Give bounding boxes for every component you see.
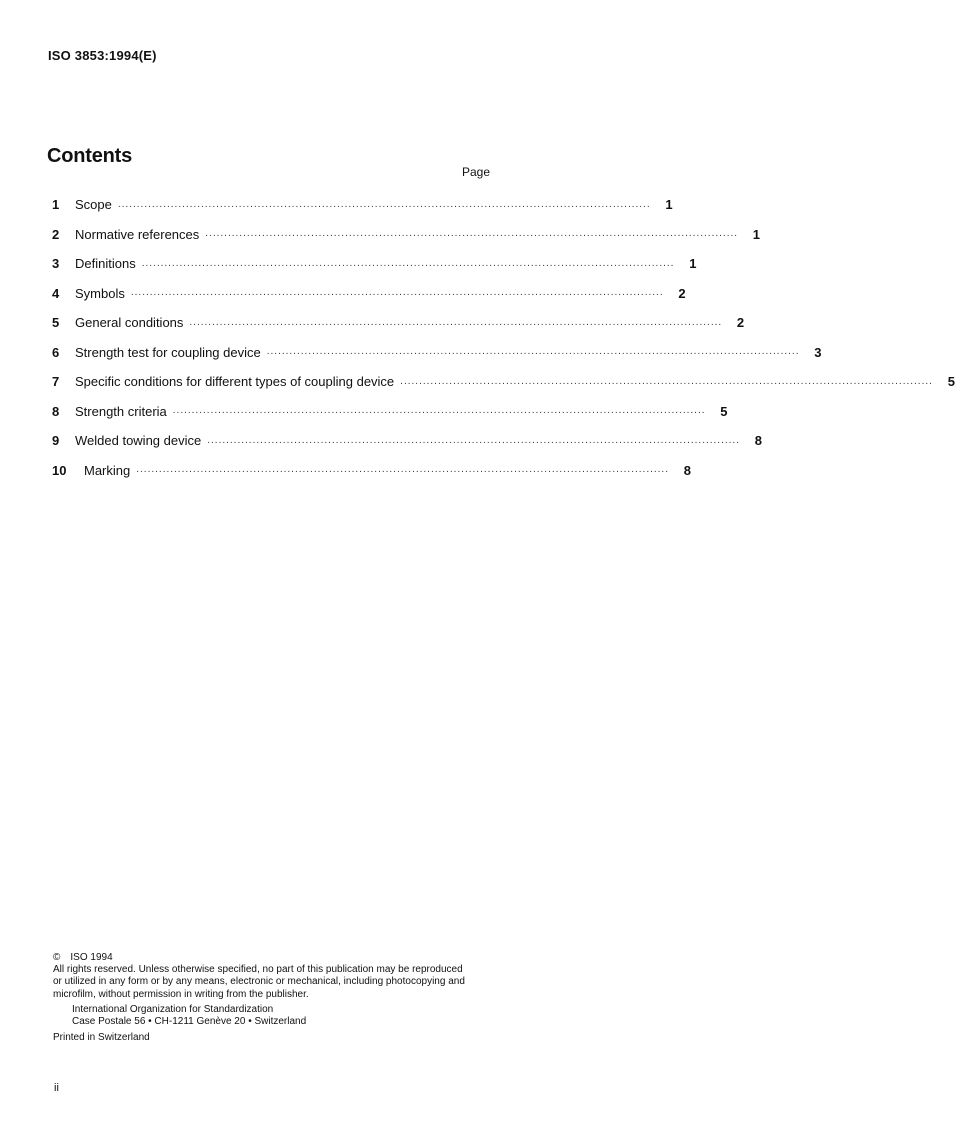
toc-leader-dots: ............................................................................................................................................. [189,316,723,328]
toc-entry-number: 3 [52,256,60,272]
toc-entry-number: 5 [52,315,60,331]
toc-entry-page: 1 [689,256,697,272]
toc-leader-dots: ............................................................................................................................................. [130,287,664,299]
toc-leader-dots: ............................................................................................................................................. [172,405,706,417]
organization-name: International Organization for Standardization [72,1004,274,1015]
toc-entry-normative-references[interactable] [52,220,761,250]
toc-entry-title: Symbols [75,285,125,301]
toc-entry-page: 3 [814,344,822,360]
copyright-notice [53,952,503,1001]
contents-heading: Contents [47,145,133,167]
toc-entry-title: Definitions [75,256,136,272]
rights-text-line: All rights reserved. Unless otherwise specified, no part of this publication may be reproduced [53,964,463,976]
rights-text-line: or utilized in any form or by any means, electronic or mechanical, including photocopying and [53,976,465,988]
toc-entry-title: Welded towing device [75,433,202,449]
toc-entry-number: 6 [52,344,60,360]
copyright-symbol: © [53,952,61,963]
toc-entry-title: Scope [75,197,112,213]
table-of-contents [52,190,955,485]
toc-entry-title: Strength criteria [75,403,167,419]
toc-entry-title: Strength test for coupling device [75,344,261,360]
toc-entry-page: 8 [754,433,762,449]
toc-leader-dots: ............................................................................................................................................. [400,375,933,387]
toc-entry-title: Normative references [75,226,200,242]
toc-entry-general-conditions[interactable] [52,308,745,338]
toc-entry-page: 1 [752,226,761,242]
toc-entry-scope[interactable] [52,190,673,220]
toc-entry-strength-test[interactable] [52,338,822,368]
toc-entry-number: 4 [52,285,60,301]
toc-entry-number: 8 [52,403,60,419]
publisher-address [72,1004,306,1028]
page-number: ii [54,1082,59,1094]
toc-entry-symbols[interactable] [52,279,686,309]
toc-entry-marking[interactable] [52,456,691,486]
page-column-label: Page [462,165,491,179]
toc-leader-dots: ............................................................................................................................................. [117,198,651,210]
toc-entry-page: 8 [683,462,691,478]
toc-entry-title: General conditions [75,315,184,331]
toc-leader-dots: ............................................................................................................................................. [266,346,800,358]
printed-in-note: Printed in Switzerland [53,1032,150,1043]
toc-entry-number: 1 [52,197,60,213]
toc-entry-specific-conditions[interactable] [52,367,955,397]
toc-leader-dots: ............................................................................................................................................. [205,228,739,240]
toc-entry-definitions[interactable] [52,249,697,279]
toc-entry-page: 1 [665,197,673,213]
toc-entry-page: 5 [720,403,728,419]
document-identifier: ISO 3853:1994(E) [48,48,157,63]
rights-text-line: microfilm, without permission in writing from the publisher. [53,988,309,1000]
toc-leader-dots: ............................................................................................................................................. [207,434,740,446]
toc-entry-welded-towing-device[interactable] [52,426,762,456]
postal-address: Case Postale 56 • CH-1211 Genève 20 • Switzerland [72,1016,307,1028]
toc-entry-number: 2 [52,226,60,242]
toc-entry-number: 7 [52,374,60,390]
toc-entry-strength-criteria[interactable] [52,397,728,427]
toc-entry-page: 5 [947,374,955,390]
toc-entry-title: Specific conditions for different types of coupling device [75,374,395,390]
toc-entry-number: 9 [52,433,60,449]
toc-leader-dots: ............................................................................................................................................. [141,257,675,269]
toc-entry-title: Marking [84,462,131,478]
toc-entry-number: 10 [52,462,67,478]
toc-entry-page: 2 [678,285,686,301]
toc-entry-page: 2 [736,315,745,331]
copyright-holder-year: ISO 1994 [70,952,113,963]
toc-leader-dots: ............................................................................................................................................. [136,464,669,476]
copyright-line [53,952,503,964]
